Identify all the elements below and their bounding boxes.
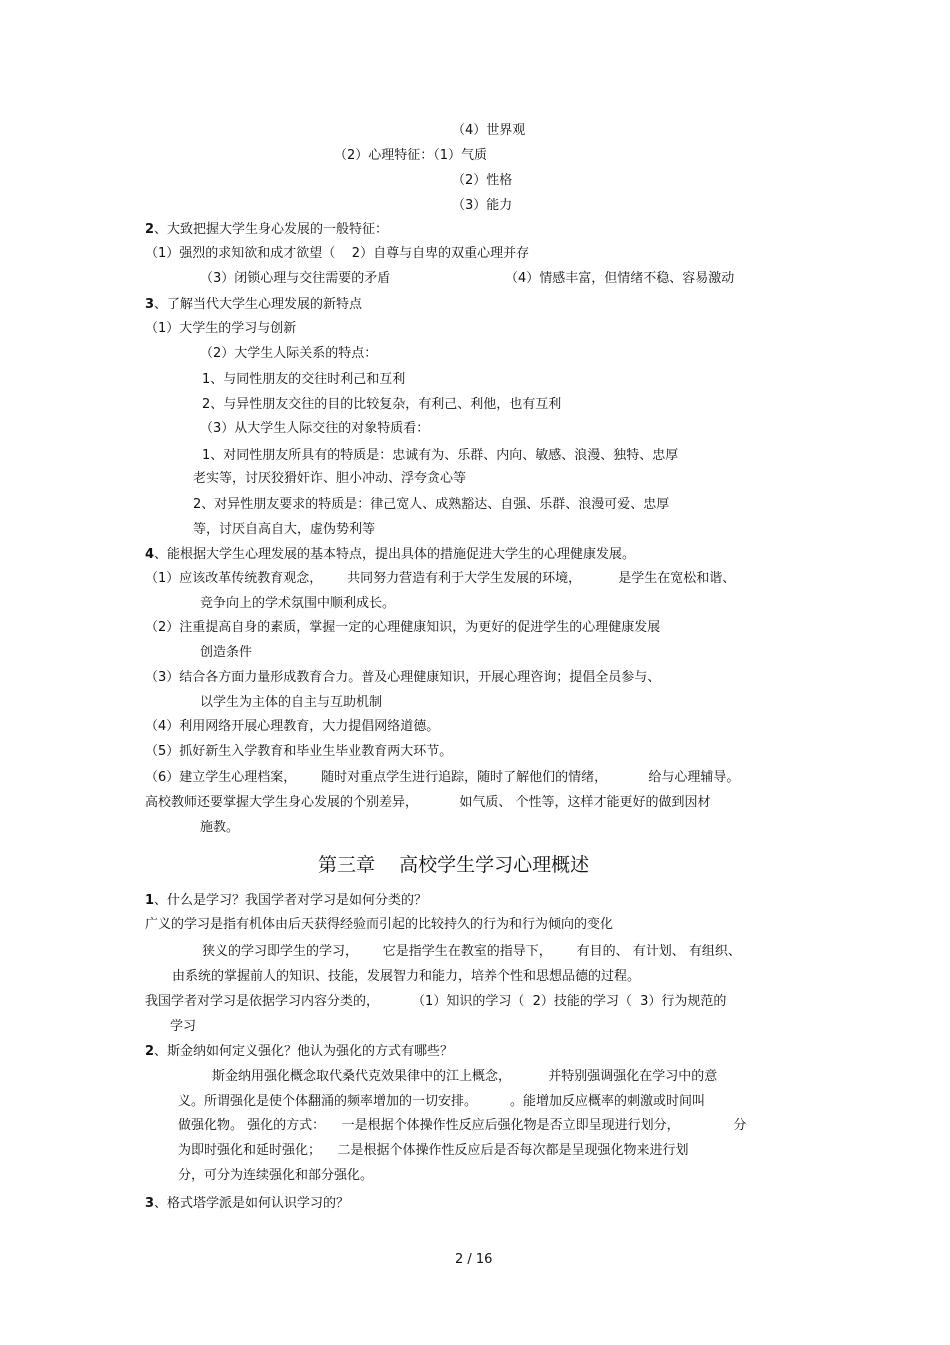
text-line: （6）建立学生心理档案， 随时对重点学生进行追踪，随时了解他们的情绪， 给与心理辅导。 bbox=[145, 770, 740, 785]
question-4 bbox=[145, 547, 635, 563]
text-line: （1）强烈的求知欲和成才欲望（ 2）自尊与自卑的双重心理并存 bbox=[145, 246, 530, 261]
list-item-worldview: （4）世界观 bbox=[452, 123, 526, 138]
text-line: 分，可分为连续强化和部分强化。 bbox=[178, 1168, 374, 1183]
text-line: （3）从大学生人际交往的对象特质看： bbox=[200, 421, 430, 436]
text-line: 斯金纳用强化概念取代桑代克效果律中的江上概念， 并特别强调强化在学习中的意 bbox=[212, 1069, 718, 1084]
text-line: 学习 bbox=[170, 1019, 197, 1034]
question-text: 、斯金纳如何定义强化？他认为强化的方式有哪些？ bbox=[154, 1044, 454, 1059]
question-2b bbox=[145, 1044, 453, 1060]
text-line: 以学生为主体的自主与互助机制 bbox=[200, 695, 383, 710]
text-line: 等，讨厌自高自大，虚伪势利等 bbox=[193, 522, 376, 537]
text-line: （3）结合各方面力量形成教育合力。普及心理健康知识，开展心理咨询；提倡全员参与、 bbox=[145, 670, 661, 685]
text-line: （4）利用网络开展心理教育，大力提倡网络道德。 bbox=[145, 719, 440, 734]
question-3b bbox=[145, 1196, 349, 1212]
text-line: （2）注重提高自身的素质，掌握一定的心理健康知识，为更好的促进学生的心理健康发展 bbox=[145, 620, 661, 635]
question-text: 、格式塔学派是如何认识学习的？ bbox=[154, 1196, 350, 1211]
question-2 bbox=[145, 222, 388, 238]
question-3 bbox=[145, 297, 362, 313]
question-number: 3 bbox=[145, 1196, 155, 1211]
text-line: （4）情感丰富，但情绪不稳、容易激动 bbox=[505, 271, 735, 286]
question-text: 、了解当代大学生心理发展的新特点 bbox=[154, 297, 363, 312]
text-line: （1）应该改革传统教育观念， 共同努力营造有利于大学生发展的环境， 是学生在宽松和谐、 bbox=[145, 571, 736, 586]
list-item-character: （2）性格 bbox=[452, 173, 513, 188]
list-item-ability: （3）能力 bbox=[452, 198, 513, 213]
question-number: 1 bbox=[145, 893, 155, 908]
text-line: 做强化物。 强化的方式： 一是根据个体操作性反应后强化物是否立即呈现进行划分， 分 bbox=[178, 1118, 747, 1133]
text-line: 广义的学习是指有机体由后天获得经验而引起的比较持久的行为和行为倾向的变化 bbox=[145, 917, 614, 932]
text-line: 施教。 bbox=[200, 820, 240, 835]
text-line: 为即时强化和延时强化； 二是根据个体操作性反应后是否每次都是呈现强化物来进行划 bbox=[178, 1143, 689, 1158]
text-line: 1、与同性朋友的交往时利己和互利 bbox=[202, 372, 406, 387]
text-line: 高校教师还要掌握大学生身心发展的个别差异， 如气质、 个性等，这样才能更好的做到因材 bbox=[145, 795, 711, 810]
question-number: 3 bbox=[145, 297, 155, 312]
text-line: （2）大学生人际关系的特点： bbox=[200, 346, 378, 361]
chapter-heading: 第三章 高校学生学习心理概述 bbox=[318, 854, 590, 876]
list-item-psych-traits: （2）心理特征：（1）气质 bbox=[334, 148, 488, 163]
text-line: 狭义的学习即学生的学习， 它是指学生在教室的指导下， 有目的、 有计划、 有组织、 bbox=[202, 944, 741, 959]
text-line: 1、对同性朋友所具有的特质是：忠诚有为、乐群、内向、敏感、浪漫、独特、忠厚 bbox=[202, 448, 679, 463]
question-number: 4 bbox=[145, 547, 155, 562]
page-number: 2 / 16 bbox=[455, 1252, 493, 1267]
text-line: 老实等，讨厌狡猾奸诈、胆小冲动、浮夸贪心等 bbox=[193, 471, 467, 486]
text-line: 我国学者对学习是依据学习内容分类的， （1）知识的学习（ 2）技能的学习（ 3）行为规范的 bbox=[145, 994, 727, 1009]
text-line: 义。所谓强化是使个体翻涌的频率增加的一切安排。 。能增加反应概率的刺激或时间叫 bbox=[178, 1094, 706, 1109]
text-line: 2、与异性朋友交往的目的比较复杂，有利己、利他，也有互利 bbox=[202, 397, 562, 412]
question-text: 、什么是学习？我国学者对学习是如何分类的？ bbox=[154, 893, 428, 908]
text-line: （3）闭锁心理与交往需要的矛盾 bbox=[200, 271, 391, 286]
text-line: 创造条件 bbox=[200, 645, 253, 660]
text-line: 由系统的掌握前人的知识、技能，发展智力和能力，培养个性和思想品德的过程。 bbox=[172, 969, 641, 984]
question-number: 2 bbox=[145, 222, 155, 237]
text-line: （1）大学生的学习与创新 bbox=[145, 321, 297, 336]
text-line: 2、对异性朋友要求的特质是：律己宽人、成熟豁达、自强、乐群、浪漫可爱、忠厚 bbox=[193, 497, 670, 512]
question-number: 2 bbox=[145, 1044, 155, 1059]
text-line: （5）抓好新生入学教育和毕业生毕业教育两大环节。 bbox=[145, 744, 453, 759]
text-line: 竞争向上的学术氛围中顺利成长。 bbox=[200, 596, 396, 611]
question-text: 、大致把握大学生身心发展的一般特征： bbox=[154, 222, 389, 237]
question-1 bbox=[145, 893, 427, 909]
question-text: 、能根据大学生心理发展的基本特点，提出具体的措施促进大学生的心理健康发展。 bbox=[154, 547, 636, 562]
